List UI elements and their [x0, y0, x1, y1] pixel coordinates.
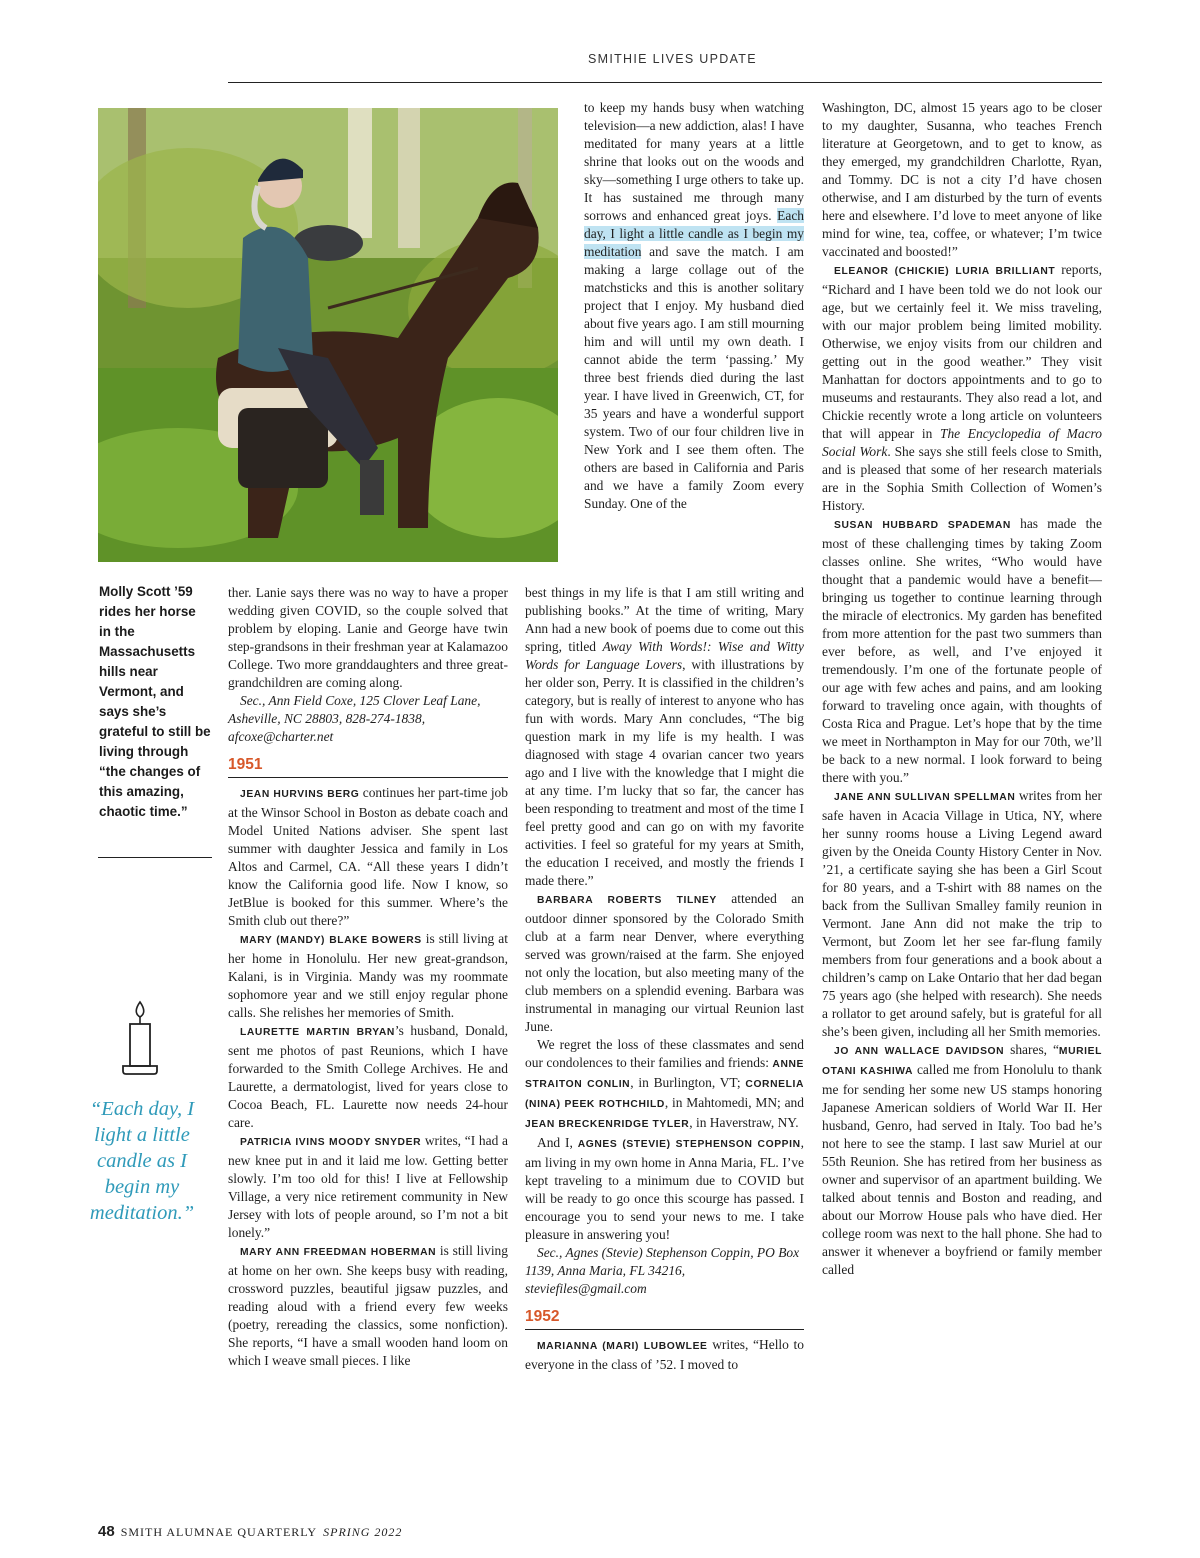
book-title: Away With Words!: Wise and Witty Words for Language Lovers	[525, 639, 804, 672]
publication-name: SMITH ALUMNAE QUARTERLY	[120, 1525, 318, 1539]
classmate-name: SUSAN HUBBARD SPADEMAN	[834, 520, 1011, 531]
classmate-name: MARY ANN FREEDMAN HOBERMAN	[240, 1247, 437, 1258]
hoberman-continued: to keep my hands busy when watching television—a new addiction, alas! I have meditated for many years at a little shrine that looks out on the woods and sky—something I urge others to take up. It has sustained me through many sorrows and enhanced great joys. Each day, I light a little candle as I begin my meditation and save the match. I am making a large collage out of the matchsticks and this is another solitary project that I enjoy. My husband died about five years ago. I am still mourning him and will until my own death. I cannot abide the term ‘passing.’ My three best friends died during the last year. I have lived in Greenwich, CT, for 35 years and have a wonderful support system. Two of our four children live in New York and I see them often. The others are based in California and Paris and we have a family Zoom every Sunday. One of the	[584, 100, 804, 511]
entry-lubowlee: MARIANNA (MARI) LUBOWLEE writes, “Hello to everyone in the class of ’52. I moved to	[525, 1337, 804, 1372]
classmate-name: JANE ANN SULLIVAN SPELLMAN	[834, 792, 1016, 803]
classmate-name: AGNES (STEVIE) STEPHENSON COPPIN	[577, 1139, 801, 1150]
classmate-name: ELEANOR (CHICKIE) LURIA BRILLIANT	[834, 266, 1056, 277]
entry-coppin: And I, AGNES (STEVIE) STEPHENSON COPPIN, am living in my own home in Anna Maria, FL. I’ve kept traveling to a minimum due to COVID but will be ready to go once this scourge has passed. I encourage you to send your news to me. I take pleasure in answering you!	[525, 1135, 804, 1242]
publication-title: The Encyclopedia of Macro Social Work	[822, 426, 1103, 459]
candle-icon	[120, 1000, 160, 1080]
continued-paragraph: ther. Lanie says there was no way to have a proper wedding given COVID, so the couple solved that problem by eloping. Lanie and George have twin step-grandsons in their freshman year at Kalamazoo College. Two more granddaughters and three great-grandchildren are coming along.	[228, 585, 508, 690]
classmate-name: JEAN BRECKENRIDGE TYLER	[525, 1119, 690, 1130]
pull-quote: “Each day, I light a little candle as I begin my meditation.”	[89, 1098, 195, 1224]
class-secretary-1950: Sec., Ann Field Coxe, 125 Clover Leaf Lane, Asheville, NC 28803, 828-274-1838, afcoxe@charter.net	[228, 693, 481, 744]
classmate-name: JO ANN WALLACE DAVIDSON	[834, 1046, 1005, 1057]
classmate-name: LAURETTE MARTIN BRYAN	[240, 1027, 395, 1038]
column-2-top	[584, 99, 804, 513]
entry-bowers: MARY (MANDY) BLAKE BOWERS is still living at her home in Honolulu. Her new great-grandson, Kalani, is in Virginia. Mandy was my roommate sophomore year and we still enjoy regular phone calls. She relishes her memories of Smith.	[228, 931, 508, 1020]
entry-tilney: BARBARA ROBERTS TILNEY attended an outdoor dinner sponsored by the Colorado Smith club at a farm near Denver, where everything served was grown/raised at the farm. She enjoyed not only the location, but also meeting many of the club members on a splendid evening. Barbara was instrumental in managing our virtual Reunion last June.	[525, 891, 804, 1034]
entry-davidson: JO ANN WALLACE DAVIDSON shares, “MURIEL OTANI KASHIWA called me from Honolulu to thank me for sending her some new US stamps honoring Japanese American soldiers of World War II. Her husband, Genro, had served in Italy. Too bad he’s not here to see the stamp. I last saw Muriel at our 55th Reunion. She has retired from her business as owner and supervisor of an apartment building. We talked about tennis and Boston and reading, and about our Morrow House pals who have died. Her college room was next to the hall phone. She had to answer it whenever a boyfriend or family member called	[822, 1042, 1103, 1277]
class-secretary-1951: Sec., Agnes (Stevie) Stephenson Coppin, PO Box 1139, Anna Maria, FL 34216, steviefiles@gmail.com	[525, 1245, 800, 1296]
entry-spademan: SUSAN HUBBARD SPADEMAN has made the most of these challenging times by taking Zoom classes online. She writes, “Who would have thought that a pandemic would have a benefit—bringing us together to continue learning through the miracle of electronics. My garden has benefited from more attention for the past two summers than ever before, as well, and I’ve enjoyed it tremendously. I’m one of the fortunate people of our age with few aches and pains, and am looking forward to traveling once again, with thoughts of Costa Rica and Prague. Let’s hope that by the time we meet in Northampton in May for our 70th, we’ll be back to a new normal. I look forward to being there with you.”	[822, 516, 1102, 785]
classmate-name: BARBARA ROBERTS TILNEY	[537, 895, 717, 906]
entry-spellman: JANE ANN SULLIVAN SPELLMAN writes from her safe haven in Acacia Village in Utica, NY, where her sunny rooms house a Living Legend award given by the Oneida County History Center in Nov. ’21, a certificate saying she has been a Girl Scout for 80 years, and a T-shirt with 88 names on the back from the Sullivan Smalley family reunion in Vermont. Jane Ann did not make the trip to Vermont, but Zoom let her see far-flung family members from four generations and a book about a children’s camp on Lake Ontario that her dad began 75 years ago (she helped with research). She needs a rollator to get around safely, but is grateful for all she’s been given, including all her Smith memories.	[822, 788, 1102, 1039]
rider-photo	[98, 108, 558, 562]
hoberman-continued-2: best things in my life is that I am still writing and publishing books.” At the time of writing, Mary Ann had a new book of poems due to come out this spring, titled Away With Words!: Wise and Witty Words for Language Lovers, with illustrations by her older son, Perry. It is classified in the children’s category, but is really of interest to anyone who has fun with words. Mary Ann concludes, “The big question mark in my life is my health. I was diagnosed with stage 4 ovarian cancer two years ago and I live with the knowledge that I might die at any time. I’m lucky that so far, the cancer has been responding to treatment and most of the time I feel pretty good and can go on with my favorite activities. I feel so grateful for my years at Smith, the education I received, and mostly the friends I made there.”	[525, 585, 804, 888]
classmate-name: PATRICIA IVINS MOODY SNYDER	[240, 1137, 422, 1148]
class-year-1951: 1951	[228, 756, 508, 778]
highlighted-quote: Each day, I light a little candle as I begin my meditation	[584, 208, 804, 259]
caption-rule	[98, 857, 212, 858]
classmate-name: ANNE STRAITON CONLIN	[525, 1059, 804, 1090]
column-3	[822, 99, 1102, 1279]
classmate-name: MARY (MANDY) BLAKE BOWERS	[240, 935, 422, 946]
classmate-name: MARIANNA (MARI) LUBOWLEE	[537, 1341, 708, 1352]
entry-bryan: LAURETTE MARTIN BRYAN’s husband, Donald, sent me photos of past Reunions, which I have forwarded to the Smith College Archives. He and Laurette, a dermatologist, lived for years close to Cocoa Beach, FL. Laurette now needs 24-hour care.	[228, 1023, 508, 1130]
page-footer	[98, 1523, 402, 1540]
section-header: SMITHIE LIVES UPDATE	[588, 52, 757, 66]
classmate-name: MURIEL OTANI KASHIWA	[822, 1046, 1102, 1077]
classmate-name: JEAN HURVINS BERG	[240, 789, 360, 800]
photo-caption: Molly Scott ’59 rides her horse in the Massachusetts hills near Vermont, and says she’s grateful to still be living through “the changes of this amazing, chaotic time.”	[99, 584, 211, 819]
entry-berg: JEAN HURVINS BERG continues her part-time job at the Winsor School in Boston as debate coach and Model United Nations adviser. She spent last summer with daughter Jessica and family in Los Altos and Carmel, CA. “All these years I didn’t know the California good life. Now I know, so JetBlue is booked for this summer. Where’s the Smith club out there?”	[228, 785, 508, 928]
entry-snyder: PATRICIA IVINS MOODY SNYDER writes, “I had a new knee put in and it laid me low. Getting better slowly. I’m too old for this! I live at Fellowship Village, a very nice retirement community in New Jersey with lots of people around, so I’m not a bit lonely.”	[228, 1133, 508, 1240]
issue-season: SPRING 2022	[323, 1525, 403, 1539]
column-2	[525, 584, 804, 1374]
class-year-1952: 1952	[525, 1308, 804, 1330]
page-number: 48	[98, 1523, 115, 1540]
entry-hoberman: MARY ANN FREEDMAN HOBERMAN is still living at home on her own. She keeps busy with reading, crossword puzzles, beautiful jigsaw puzzles, and reading aloud with a friend every few weeks (poetry, rereading the classics, some nonfiction). She reports, “I have a small wooden hand loom on which I weave small pieces. I like	[228, 1243, 508, 1368]
entry-brilliant: ELEANOR (CHICKIE) LURIA BRILLIANT reports, “Richard and I have been told we do not look our age, but we certainly feel it. We miss traveling, with our major problem being limited mobility. Otherwise, we enjoy visits from our children and getting out in the good weather.” They visit Manhattan for doctors appointments and to go to museums and restaurants. They also read a lot, and Chickie recently wrote a long article on volunteers that will appear in The Encyclopedia of Macro Social Work. She says she still feels close to Smith, and is pleased that some of her research materials are in the Sophia Smith Collection of Women’s History.	[822, 262, 1103, 513]
classmate-name: CORNELIA (NINA) PEEK ROTHCHILD	[525, 1079, 804, 1110]
lubowlee-continued: Washington, DC, almost 15 years ago to be closer to my daughter, Susanna, who teaches French literature at Georgetown, and to get to know, as they emerged, my grandchildren Charlotte, Ryan, and Tommy. DC is not a city I’d have chosen otherwise, and I am disturbed by the turn of events here and elsewhere. I’d love to meet anyone of like mind for wine, tea, coffee, or whatever; I’m twice vaccinated and boosted!”	[822, 100, 1102, 259]
condolences: We regret the loss of these classmates and send our condolences to their families and friends: ANNE STRAITON CONLIN, in Burlington, VT; CORNELIA (NINA) PEEK ROTHCHILD, in Mahtomedi, MN; and JEAN BRECKENRIDGE TYLER, in Haverstraw, NY.	[525, 1037, 804, 1130]
header-rule	[228, 82, 1102, 83]
column-1	[228, 584, 508, 1370]
